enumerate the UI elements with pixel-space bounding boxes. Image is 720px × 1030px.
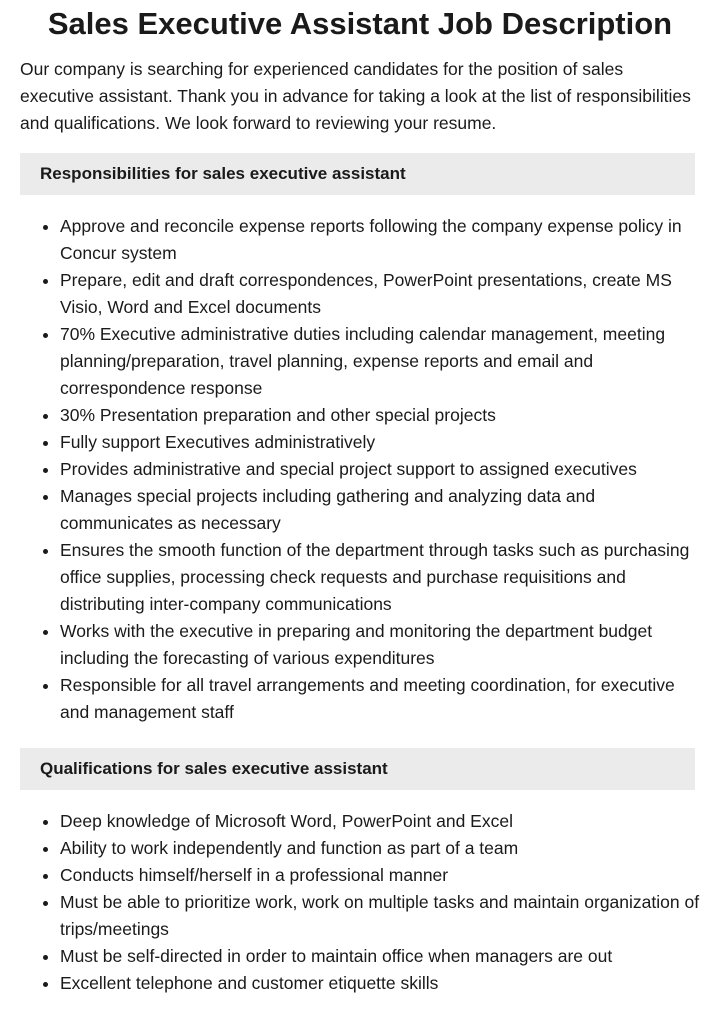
list-item: • Deep knowledge of Microsoft Word, PowerPoint and Excel [60,808,700,835]
list-item: • Provides administrative and special project support to assigned executives [60,456,700,483]
list-item: • Must be able to prioritize work, work on multiple tasks and maintain organization of trips/meetings [60,889,700,943]
list-item: • Works with the executive in preparing and monitoring the department budget including the forecasting of various expenditures [60,618,700,672]
list-item: • Ensures the smooth function of the department through tasks such as purchasing office supplies, processing check requests and purchase requisitions and distributing inter-company communications [60,537,700,618]
list-item: • Conducts himself/herself in a professional manner [60,862,700,889]
qualifications-heading: Qualifications for sales executive assistant [20,748,695,790]
intro-text: Our company is searching for experienced candidates for the position of sales executive assistant. Thank you in advance for taking a look at the list of responsibilities and qualifications. We look forward to reviewing your resume. [20,59,691,133]
list-item: • Approve and reconcile expense reports following the company expense policy in Concur system [60,213,700,267]
responsibilities-heading: Responsibilities for sales executive assistant [20,153,695,195]
list-item: • Fully support Executives administratively [60,429,700,456]
qualifications-list [20,808,700,997]
list-item: • Ability to work independently and function as part of a team [60,835,700,862]
list-item: • Excellent telephone and customer etiquette skills [60,970,700,997]
page-title: Sales Executive Assistant Job Description [47,6,673,41]
responsibilities-list [20,213,700,726]
list-item: • Prepare, edit and draft correspondences, PowerPoint presentations, create MS Visio, Word and Excel documents [60,267,700,321]
list-item: • Responsible for all travel arrangements and meeting coordination, for executive and management staff [60,672,700,726]
list-item: • Manages special projects including gathering and analyzing data and communicates as necessary [60,483,700,537]
list-item: • Must be self-directed in order to maintain office when managers are out [60,943,700,970]
list-item: • 70% Executive administrative duties including calendar management, meeting planning/preparation, travel planning, expense reports and email and correspondence response [60,321,700,402]
list-item: • 30% Presentation preparation and other special projects [60,402,700,429]
